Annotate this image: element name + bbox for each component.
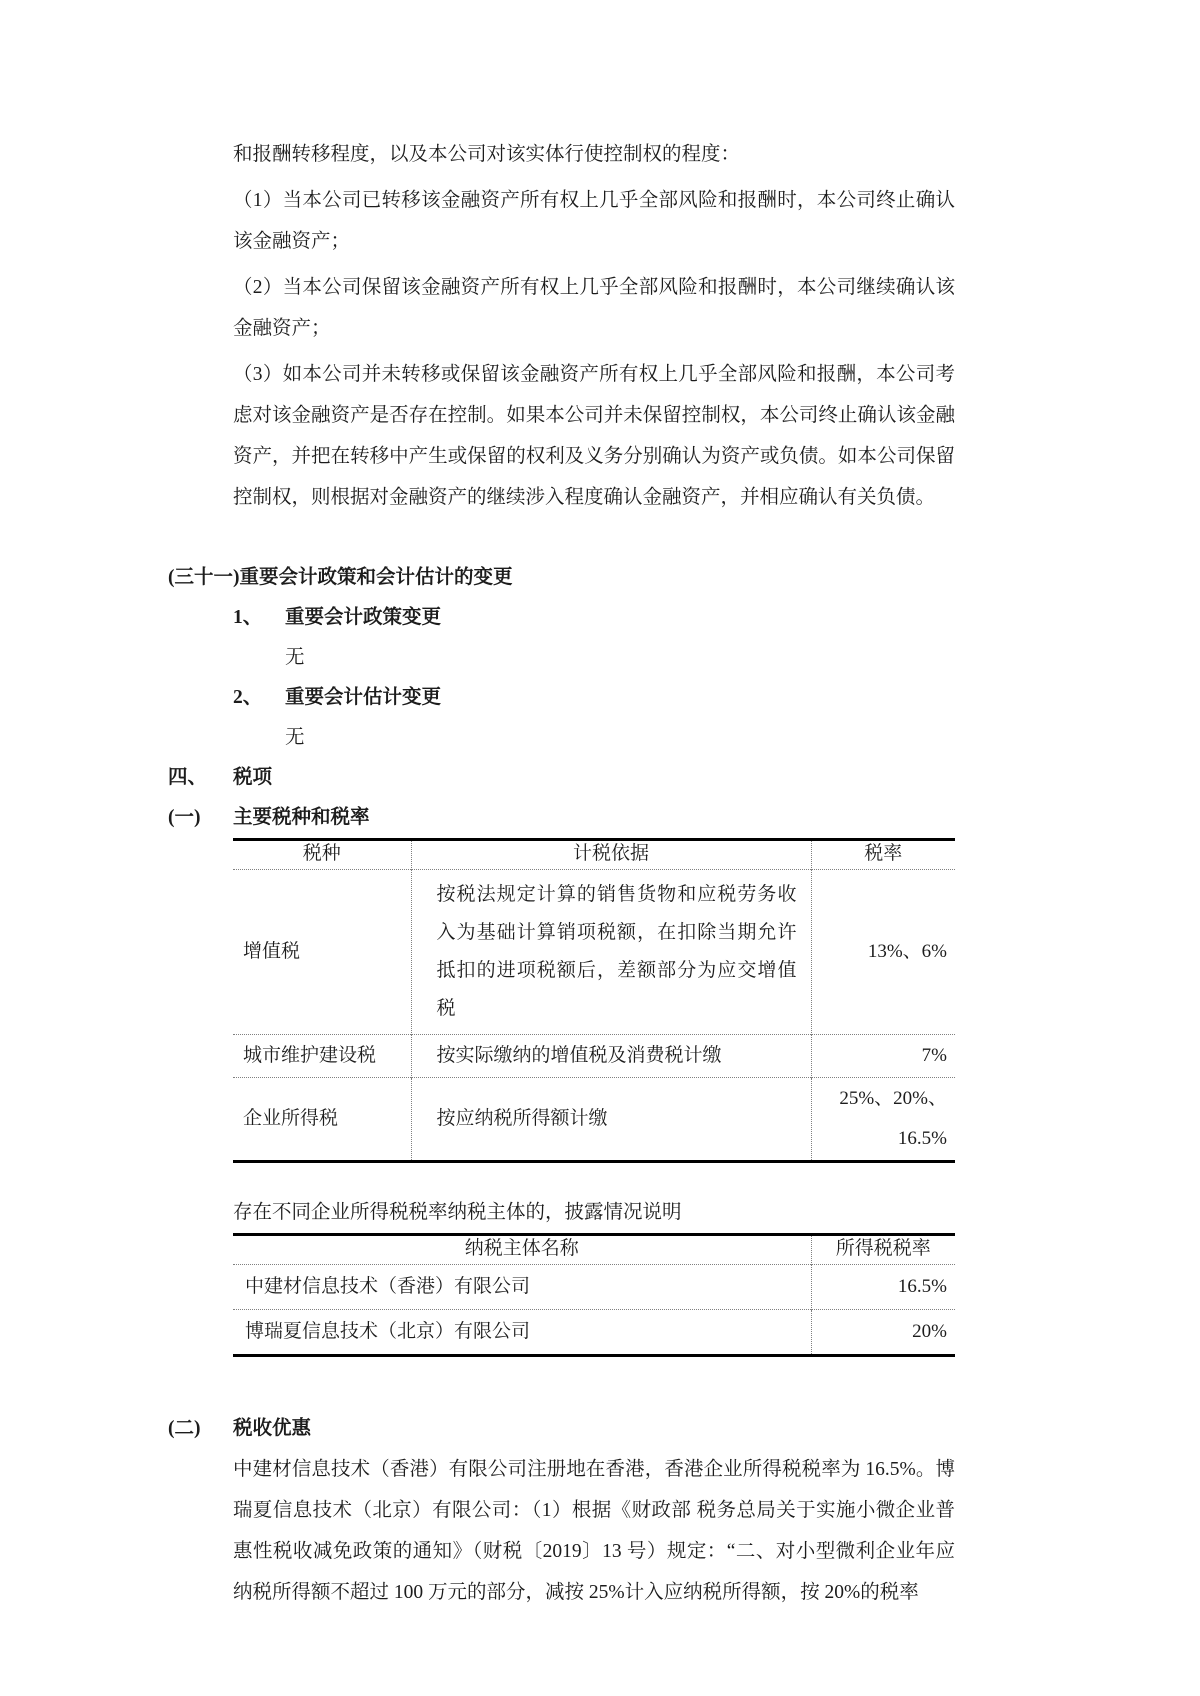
paragraph-item-1: （1）当本公司已转移该金融资产所有权上几乎全部风险和报酬时，本公司终止确认该金融资产； xyxy=(233,190,955,252)
tax-rate-cell: 7% xyxy=(811,1035,955,1078)
section-31-label: (三十一) xyxy=(168,567,240,588)
section-4-1-label: (一) xyxy=(168,807,201,828)
tax-table-row-urban xyxy=(233,1035,955,1078)
entity-table-header-rate: 所得税税率 xyxy=(811,1235,955,1265)
main-tax-table xyxy=(233,838,955,1163)
paragraph-item-3: （3）如本公司并未转移或保留该金融资产所有权上几乎全部风险和报酬，本公司考虑对该金融资产是否存在控制。如果本公司并未保留控制权，本公司终止确认该金融资产，并把在转移中产生或保留的权利及义务分别确认为资产或负债。如本公司保留控制权，则根据对金融资产的继续涉入程度确认金融资产，并相应确认有关负债。 xyxy=(233,364,955,508)
section-31-1-label: 1、 xyxy=(233,607,263,628)
paragraph-transfer-degree: 和报酬转移程度，以及本公司对该实体行使控制权的程度： xyxy=(233,144,741,165)
paragraph-item-2: （2）当本公司保留该金融资产所有权上几乎全部风险和报酬时，本公司继续确认该金融资产； xyxy=(233,277,955,339)
tax-rate-cell: 25%、20%、16.5% xyxy=(811,1078,955,1162)
section-4-label: 四、 xyxy=(168,767,208,788)
section-31-1-title: 重要会计政策变更 xyxy=(285,607,442,628)
tax-basis-cell: 按应纳税所得额计缴 xyxy=(411,1078,811,1162)
tax-table-row-vat xyxy=(233,870,955,1035)
tax-basis-cell: 按实际缴纳的增值税及消费税计缴 xyxy=(411,1035,811,1078)
entity-table-header-name: 纳税主体名称 xyxy=(464,1238,579,1259)
section-31-2-label: 2、 xyxy=(233,687,263,708)
entity-rate-cell: 16.5% xyxy=(811,1265,955,1310)
section-4-2-label: (二) xyxy=(168,1418,201,1439)
section-4-2-heading xyxy=(168,1409,1200,1449)
section-4-1-title: 主要税种和税率 xyxy=(233,807,370,828)
tax-basis-cell: 按税法规定计算的销售货物和应税劳务收入为基础计算销项税额，在扣除当期允许抵扣的进项税额后，差额部分为应交增值税 xyxy=(411,870,811,1035)
entity-table-row-hk xyxy=(233,1265,955,1310)
different-rate-note: 存在不同企业所得税税率纳税主体的，披露情况说明 xyxy=(233,1202,682,1223)
entity-table-header-row xyxy=(233,1235,955,1265)
entity-rate-cell: 20% xyxy=(811,1310,955,1356)
section-4-2-title: 税收优惠 xyxy=(233,1418,312,1439)
section-4-heading xyxy=(168,758,1200,798)
entity-name-cell: 中建材信息技术（香港）有限公司 xyxy=(233,1265,811,1310)
tax-type-cell: 城市维护建设税 xyxy=(233,1035,411,1078)
tax-table-row-income xyxy=(233,1078,955,1162)
section-31-title: 重要会计政策和会计估计的变更 xyxy=(239,567,513,588)
tax-table-header-row xyxy=(233,840,955,870)
tax-type-cell: 企业所得税 xyxy=(233,1078,411,1162)
tax-table-header-rate: 税率 xyxy=(811,840,955,870)
tax-table-header-basis: 计税依据 xyxy=(411,840,811,870)
tax-type-cell: 增值税 xyxy=(233,870,411,1035)
entity-table-row-bj xyxy=(233,1310,955,1356)
section-31-1-body: 无 xyxy=(285,647,305,668)
tax-incentive-paragraph: 中建材信息技术（香港）有限公司注册地在香港，香港企业所得税税率为 16.5%。博瑞夏信息技术（北京）有限公司：（1）根据《财政部 税务总局关于实施小微企业普惠性税收减免政策的通知》（财税〔2019〕13 号）规定：“二、对小型微利企业年应纳税所得额不超过 100 万元的部分，减按 25%计入应纳税所得额，按 20%的税率 xyxy=(233,1459,955,1603)
tax-rate-cell: 13%、6% xyxy=(811,870,955,1035)
taxpayer-entity-table xyxy=(233,1233,955,1357)
section-31-2-heading xyxy=(233,678,1200,718)
section-31-2-title: 重要会计估计变更 xyxy=(285,687,442,708)
tax-table-header-type: 税种 xyxy=(302,843,341,864)
section-31-1-heading xyxy=(233,598,1200,638)
section-31-2-body: 无 xyxy=(285,727,305,748)
section-31-heading xyxy=(168,558,1200,598)
section-4-1-heading xyxy=(168,798,1200,838)
section-4-title: 税项 xyxy=(233,767,273,788)
entity-name-cell: 博瑞夏信息技术（北京）有限公司 xyxy=(233,1310,811,1356)
